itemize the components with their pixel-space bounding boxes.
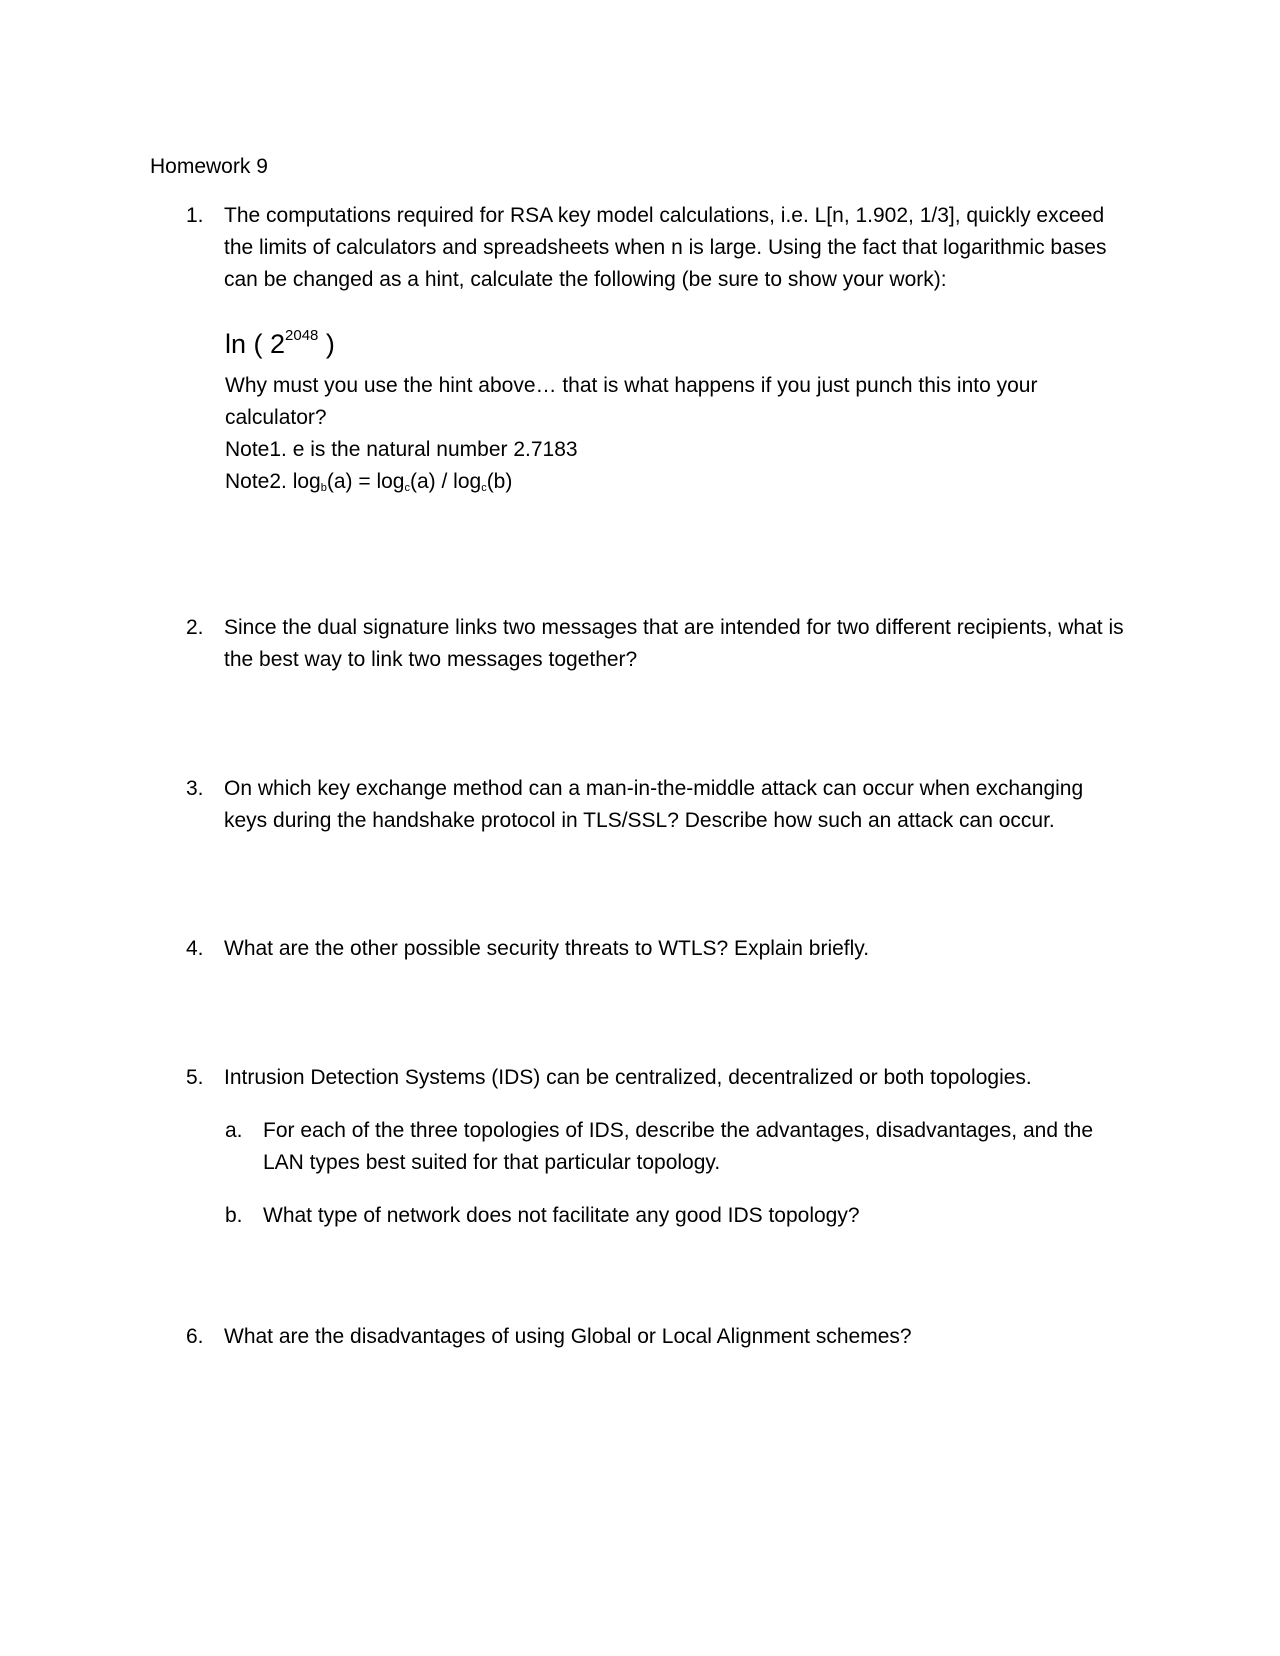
question-number: 5. <box>186 1066 204 1089</box>
note-2 <box>225 466 512 498</box>
question-text: The computations required for RSA key model calculations, i.e. L[n, 1.902, 1/3], quickly exceed the limits of calculators and spreadsheets when n is large. Using the fact that logarithmic bases can be changed as a hint, calculate the following (be sure to show your work): <box>224 204 1107 291</box>
question-1 <box>186 200 1126 296</box>
question-6 <box>186 1321 1126 1353</box>
formula-prefix: ln ( 2 <box>225 329 286 359</box>
subscript-c: c <box>404 482 410 494</box>
question-text: Intrusion Detection Systems (IDS) can be centralized, decentralized or both topologies. <box>224 1066 1032 1089</box>
subitem-letter: b. <box>225 1204 243 1227</box>
question-3 <box>186 773 1126 837</box>
formula-ln-power <box>225 324 335 364</box>
note-2-label: Note2. log <box>225 470 321 493</box>
question-5 <box>186 1062 1126 1094</box>
question-1-followup: Why must you use the hint above… that is what happens if you just punch this into your calculator? <box>225 374 1038 429</box>
question-number: 3. <box>186 777 204 800</box>
subscript-b: b <box>320 482 327 494</box>
subscript-c: c <box>481 482 487 494</box>
subitem-text: What type of network does not facilitate any good IDS topology? <box>263 1204 860 1227</box>
note-1: Note1. e is the natural number 2.7183 <box>225 438 578 461</box>
question-number: 1. <box>186 204 204 227</box>
question-text: What are the other possible security threats to WTLS? Explain briefly. <box>224 937 870 960</box>
question-number: 2. <box>186 616 204 639</box>
formula-suffix: ) <box>318 329 335 359</box>
question-text: On which key exchange method can a man-in-the-middle attack can occur when exchanging keys during the handshake protocol in TLS/SSL? Describe how such an attack can occur. <box>224 777 1084 832</box>
document-title: Homework 9 <box>150 155 268 178</box>
note-2-mid-1: (a) = log <box>326 470 405 493</box>
subitem-letter: a. <box>225 1119 243 1142</box>
question-number: 6. <box>186 1325 204 1348</box>
question-5a <box>225 1115 1125 1179</box>
question-4 <box>186 933 1126 965</box>
question-5b <box>225 1200 1125 1232</box>
question-number: 4. <box>186 937 204 960</box>
formula-exponent: 2048 <box>285 327 319 344</box>
note-2-mid-2: (a) / log <box>409 470 482 493</box>
subitem-text: For each of the three topologies of IDS, describe the advantages, disadvantages, and the LAN types best suited for that particular topology. <box>263 1119 1094 1174</box>
question-text: Since the dual signature links two messages that are intended for two different recipients, what is the best way to link two messages together? <box>224 616 1124 671</box>
question-text: What are the disadvantages of using Global or Local Alignment schemes? <box>224 1325 912 1348</box>
question-2 <box>186 612 1126 676</box>
note-2-end: (b) <box>486 470 513 493</box>
